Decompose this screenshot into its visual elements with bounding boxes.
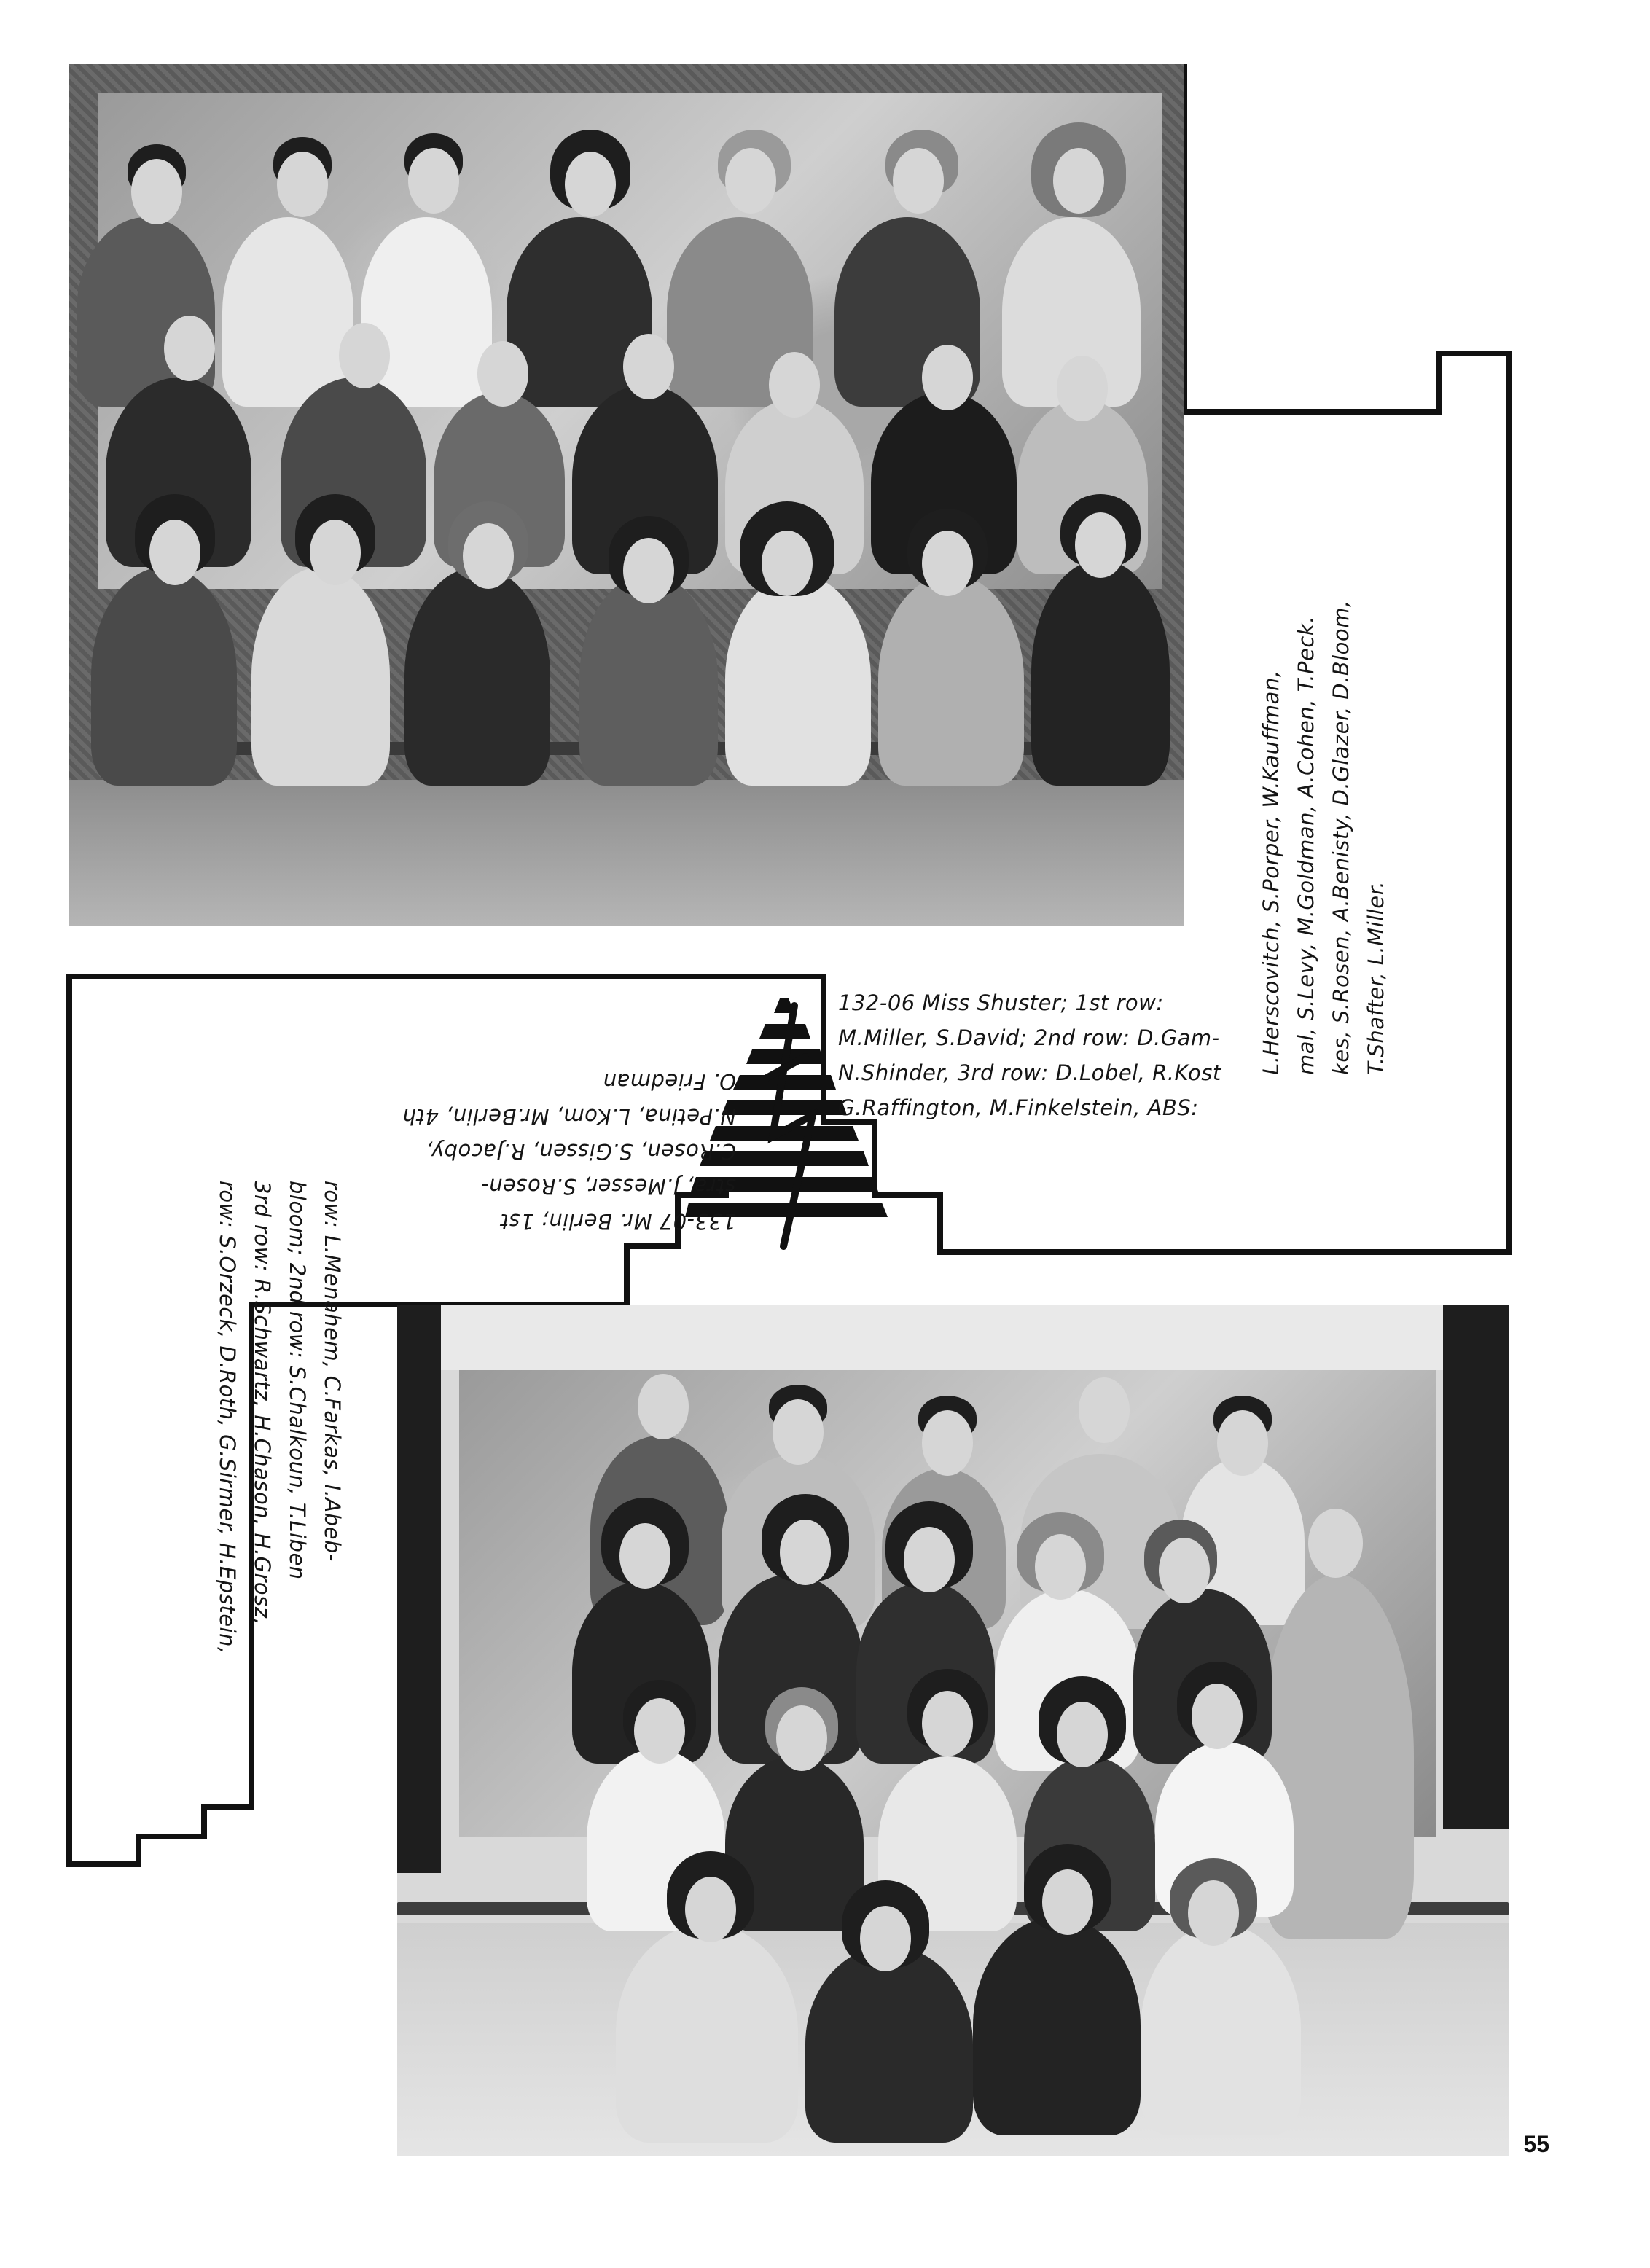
caption-line: row: L.Menahem, C.Farkas, I.Abeb- [320, 1181, 345, 1562]
face [1035, 1534, 1086, 1600]
caption-133-07-rotated [210, 1181, 350, 1654]
face [277, 152, 328, 217]
student [91, 567, 237, 786]
face [131, 159, 182, 224]
face [725, 148, 776, 214]
face [623, 334, 674, 399]
face [860, 1906, 911, 1971]
caption-line: T.Shafter, L.Miller. [1364, 880, 1388, 1075]
student [579, 574, 718, 786]
face [619, 1523, 670, 1589]
caption-line: L.Herscovitch, S.Porper, W.Kauffman, [1259, 670, 1283, 1075]
face [776, 1705, 827, 1771]
student [725, 574, 871, 786]
stage-right-dark [1443, 1305, 1509, 1829]
face [1057, 1702, 1108, 1767]
caption-line: O. Friedman [603, 1069, 736, 1094]
caption-132-06-rotated [1254, 600, 1393, 1075]
page-number: 55 [1523, 2131, 1549, 2157]
face [1042, 1869, 1093, 1935]
face [149, 520, 200, 585]
face [773, 1399, 824, 1465]
face [164, 316, 215, 381]
face [904, 1527, 955, 1592]
student [1031, 560, 1170, 786]
face [922, 1410, 973, 1476]
face [408, 148, 459, 214]
face [339, 323, 390, 388]
student [616, 1924, 798, 2143]
caption-132-06 [838, 985, 1221, 1125]
student [805, 1946, 973, 2143]
face [762, 531, 813, 596]
face [565, 152, 616, 217]
caption-line: stra, J.Messer, S.Rosen- [480, 1174, 736, 1199]
face [1217, 1410, 1268, 1476]
ceiling [397, 1305, 1509, 1370]
face [769, 352, 820, 418]
caption-line: bloom; 2nd row: S.Chalkoun, T.Liben [285, 1181, 310, 1580]
student [222, 217, 353, 407]
face [477, 341, 528, 407]
caption-133-07 [402, 1064, 736, 1239]
face [893, 148, 944, 214]
caption-line: 133-07 Mr. Berlin; 1st [500, 1209, 736, 1234]
face [922, 1691, 973, 1756]
face [922, 531, 973, 596]
photo-floor [69, 780, 1184, 926]
student [404, 567, 550, 786]
face [922, 345, 973, 410]
caption-line: mal, S.Levy, M.Goldman, A.Cohen, T.Peck. [1294, 616, 1318, 1075]
stage-left-dark [397, 1305, 441, 1873]
face [463, 523, 514, 589]
face [1075, 512, 1126, 578]
face [1308, 1509, 1363, 1578]
face [1057, 356, 1108, 421]
caption-line: 132-06 Miss Shuster; 1st row: [838, 990, 1164, 1015]
bottom-class-photo [397, 1305, 1509, 2156]
face [1079, 1377, 1130, 1443]
caption-line: kes, S.Rosen, A.Benisty, D.Glazer, D.Bloom, [1329, 600, 1353, 1075]
face [638, 1374, 689, 1439]
student [1141, 1924, 1301, 2135]
top-class-photo [69, 64, 1184, 926]
caption-line: N.Petina, L.Kom, Mr.Berlin, 4th [402, 1104, 736, 1129]
face [1053, 148, 1104, 214]
caption-line: C.Rosen, S.Gissen, R.Jacoby, [425, 1139, 736, 1164]
caption-line: M.Miller, S.David; 2nd row: D.Gam- [838, 1025, 1220, 1050]
face [310, 520, 361, 585]
student [251, 567, 390, 786]
face [1192, 1684, 1243, 1749]
caption-line: row: S.Orzeck, D.Roth, G.Sirmer, H.Epstein, [215, 1181, 240, 1654]
student [878, 574, 1024, 786]
caption-line: G.Raffington, M.Finkelstein, ABS: [838, 1095, 1199, 1120]
caption-line: N.Shinder, 3rd row: D.Lobel, R.Kost [838, 1060, 1221, 1085]
student [973, 1917, 1141, 2135]
face [780, 1520, 831, 1585]
face [623, 538, 674, 603]
face [634, 1698, 685, 1764]
face [1159, 1538, 1210, 1603]
face [685, 1877, 736, 1942]
face [1188, 1880, 1239, 1946]
caption-line: 3rd row: R.Schwartz, H.Chason, H.Grosz, [250, 1181, 275, 1626]
